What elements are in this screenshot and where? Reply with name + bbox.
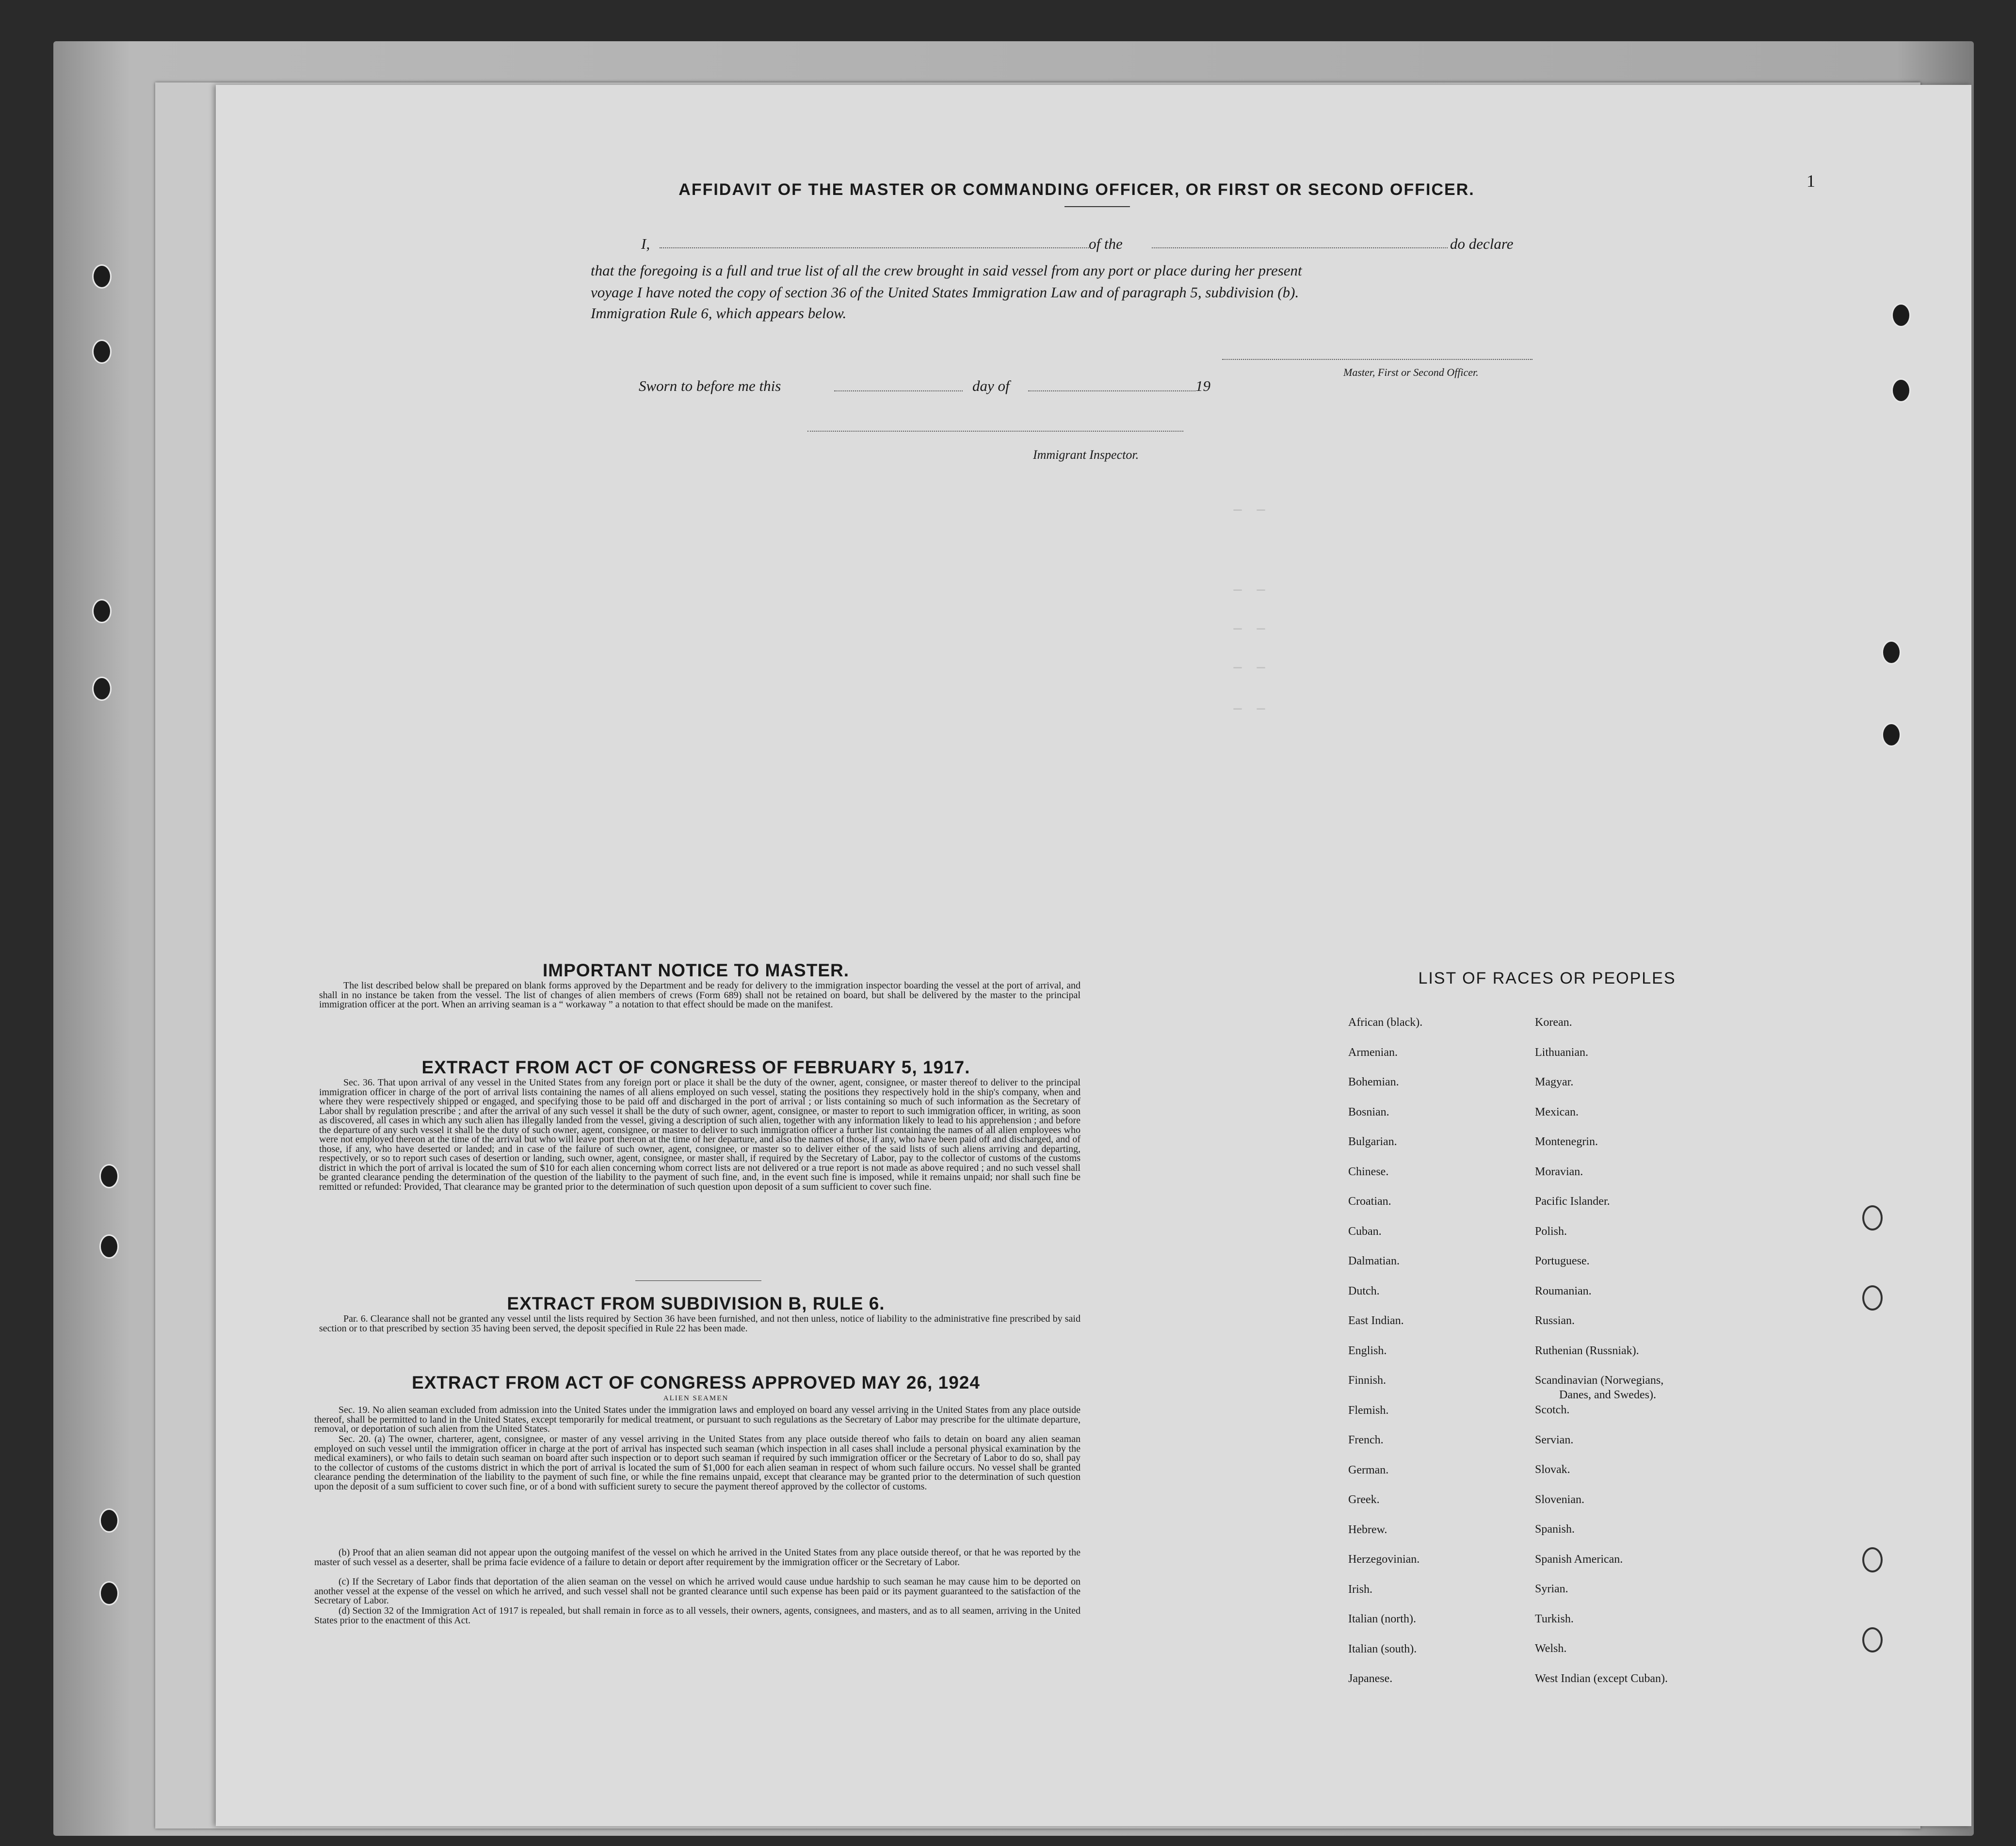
officer-signature-blank[interactable]: [1222, 359, 1532, 360]
race-item: Roumanian.: [1535, 1284, 1592, 1297]
race-item: Syrian.: [1535, 1583, 1568, 1595]
notice-title: IMPORTANT NOTICE TO MASTER.: [542, 960, 849, 980]
day-of-label: day of: [972, 377, 1010, 394]
month-blank[interactable]: [1028, 390, 1195, 391]
race-item: Cuban.: [1348, 1225, 1382, 1238]
race-item: Bohemian.: [1348, 1076, 1399, 1088]
officer-label: Master, First or Second Officer.: [1343, 366, 1479, 378]
race-item: Pacific Islander.: [1535, 1195, 1610, 1208]
binder-hole: [92, 599, 112, 623]
race-item: West Indian (except Cuban).: [1535, 1672, 1668, 1685]
race-item: Japanese.: [1348, 1672, 1393, 1685]
race-item: Chinese.: [1348, 1165, 1389, 1178]
race-item: Dutch.: [1348, 1284, 1380, 1297]
race-item: Slovak.: [1535, 1463, 1570, 1476]
race-item: Flemish.: [1348, 1404, 1389, 1417]
race-item: Welsh.: [1535, 1642, 1567, 1655]
race-item: Dalmatian.: [1348, 1255, 1400, 1267]
race-item: Croatian.: [1348, 1195, 1391, 1208]
race-item: Russian.: [1535, 1314, 1575, 1327]
binder-hole: [99, 1581, 119, 1605]
sec20d-text: (d) Section 32 of the Immigration Act of 1917 is repealed, but shall remain in force as to all vessels, their owners, agents, consignees, and masters, and as to all seamen, arriving in the United States prior to the enactment of this Act.: [314, 1605, 1081, 1626]
race-item: Greek.: [1348, 1493, 1380, 1506]
affidavit-i-label: I,: [641, 235, 650, 252]
race-item: Korean.: [1535, 1016, 1572, 1029]
races-column-2: [1535, 1016, 1668, 1702]
punch-hole: [1891, 303, 1911, 327]
name-blank[interactable]: [660, 247, 1089, 248]
race-item: Spanish.: [1535, 1523, 1575, 1536]
affidavit-line-1: that the foregoing is a full and true list of all the crew brought in said vessel from any port or place during her present: [591, 262, 1302, 279]
race-item: Italian (north).: [1348, 1613, 1416, 1625]
race-item: Servian.: [1535, 1433, 1574, 1446]
title-underline: [1064, 206, 1130, 207]
extract-1924-title: EXTRACT FROM ACT OF CONGRESS APPROVED MAY 26, 1924: [412, 1373, 980, 1393]
race-item: Moravian.: [1535, 1165, 1583, 1178]
race-item: African (black).: [1348, 1016, 1423, 1029]
race-item: Bulgarian.: [1348, 1135, 1397, 1148]
alien-seamen-subtitle: ALIEN SEAMEN: [663, 1394, 729, 1402]
sworn-label: Sworn to before me this: [639, 377, 781, 394]
race-item: Polish.: [1535, 1225, 1567, 1238]
race-item: Scandinavian (Norwegians,: [1535, 1374, 1664, 1387]
race-item: Ruthenian (Russniak).: [1535, 1344, 1639, 1357]
binder-hole: [92, 340, 112, 364]
binder-hole: [99, 1508, 119, 1533]
race-item: Scotch.: [1535, 1404, 1570, 1416]
binder-hole: [99, 1234, 119, 1259]
race-item: Bosnian.: [1348, 1105, 1389, 1118]
race-item: Herzegovinian.: [1348, 1553, 1420, 1566]
race-item: English.: [1348, 1344, 1387, 1357]
race-item: French.: [1348, 1434, 1384, 1446]
sec19-text: Sec. 19. No alien seaman excluded from admission into the United States under the immigration laws and employed on board any vessel arriving in the United States from any place outside thereof, shall be permitted to land in the United States, except temporarily for medical treatment, or pursuant to such regulations as the Secretary of Labor may prescribe for the ultimate departure, removal, or deportation of such alien from the United States.: [314, 1405, 1081, 1434]
race-item: German.: [1348, 1463, 1389, 1476]
rule6-title: EXTRACT FROM SUBDIVISION B, RULE 6.: [507, 1294, 885, 1313]
punch-hole: [1862, 1205, 1883, 1231]
binder-hole: [92, 677, 112, 701]
sec20a-text: Sec. 20. (a) The owner, charterer, agent, consignee, or master of any vessel arriving in the United States from any place outside thereof who fails to detain on board any alien seaman employed on such vessel until the immigration officer in charge at the port of arrival has inspected such seaman (which inspection in all cases shall include a personal physical examination by the medical examiners), or who fails to detain such seaman on board after such inspection or to deport such seaman if required by such immigration officer or the Secretary of Labor to do so, shall pay to the collector of customs of the customs district in which the port of arrival is located the sum of $1,000 for each alien seaman in respect of whom such failure occurs. No vessel shall be granted clearance pending the determination of the liability to the payment of such fine, or while the fine remains unpaid, except that clearance may be granted prior to the determination of such question upon the deposit of a sum sufficient to cover such fine, or of a bond with sufficient surety to secure the payment thereof approved by the collector of customs.: [314, 1434, 1081, 1492]
rule6-text: Par. 6. Clearance shall not be granted any vessel until the lists required by Section 36 have been furnished, and not then unless, notice of liability to the administrative fine prescribed by said section or to that prescribed by section 35 having been served, the deposit specified in Rule 22 has been made.: [319, 1313, 1081, 1334]
race-item: Armenian.: [1348, 1046, 1398, 1059]
races-column-1: [1348, 1016, 1422, 1702]
race-item: East Indian.: [1348, 1314, 1404, 1327]
vessel-blank[interactable]: [1152, 247, 1448, 248]
inspector-signature-blank[interactable]: [807, 431, 1183, 432]
inspector-label: Immigrant Inspector.: [1033, 448, 1139, 462]
race-item: Portuguese.: [1535, 1255, 1590, 1267]
year-label: 19: [1195, 377, 1210, 394]
race-item: Slovenian.: [1535, 1493, 1584, 1506]
sworn-day-blank[interactable]: [834, 390, 963, 391]
notice-text: The list described below shall be prepared on blank forms approved by the Department and be ready for delivery to the immigration inspector boarding the vessel at the port of arrival, and shall in no instance be taken from the vessel. The list of changes of alien members of crews (Form 689) shall not be retained on board, but shall be delivered by the master to the principal immigration officer at the port. When an arriving seaman is a “ workaway ” a notation to that effect should be made on the manifest.: [319, 980, 1081, 1010]
extract-1917-text: Sec. 36. That upon arrival of any vessel in the United States from any foreign port or place it shall be the duty of the owner, agent, consignee, or master thereof to deliver to the principal immigration officer in charge of the port of arrival lists containing the names of all aliens employed on such vessel, stating the positions they respectively hold in the ship's company, when and where they were respectively shipped or engaged, and specifying those to be paid off and discharged in the port of arrival ; or lists containing so much of such information as the Secretary of Labor shall by regulation prescribe ; and after the arrival of any such vessel it shall be the duty of such owner, agent, consignee, or master to report to such immigration officer, in writing, as soon as discovered, all cases in which any such alien has illegally landed from the vessel, giving a description of such alien, together with any information likely to lead to his apprehension ; and before the departure of any such vessel it shall be the duty of such owner, agent, consignee, or master to deliver to such immigration officer a further list containing the names of all alien employees who were not employed thereon at the time of the arrival but who will leave port thereon at the time of her departure, and also the names of those, if any, who have been paid off and discharged, and of those, if any, who have deserted or landed; and in case of the failure of such owner, agent, consignee, or master so to deliver either of the said lists of such aliens arriving and departing, respectively, or so to report such cases of desertion or landing, such owner, agent, consignee, or master shall, if required by the Secretary of Labor, pay to the collector of customs of the customs district in which the port of arrival is located the sum of $10 for each alien concerning whom correct lists are not delivered or a true report is not made as above required ; and no such vessel shall be granted clearance pending the determination of the question of the liability to the payment of such fine, and, in the event such fine is imposed, while it remains unpaid; nor shall such fine be remitted or refunded: Provided, That clearance may be granted prior to the determination of such question upon deposit of a sum sufficient to cover such fine.: [319, 1077, 1081, 1192]
race-item: Irish.: [1348, 1583, 1372, 1596]
affidavit-do-declare: do declare: [1450, 235, 1514, 252]
punch-hole: [1882, 723, 1901, 747]
affidavit-line-3: Immigration Rule 6, which appears below.: [591, 305, 847, 322]
affidavit-title: AFFIDAVIT OF THE MASTER OR COMMANDING OFFICER, OR FIRST OR SECOND OFFICER.: [678, 180, 1475, 199]
race-item: Montenegrin.: [1535, 1135, 1598, 1148]
page-mark: 1: [1806, 171, 1815, 191]
extract-1917-title: EXTRACT FROM ACT OF CONGRESS OF FEBRUARY 5, 1917.: [421, 1057, 970, 1077]
race-item: Magyar.: [1535, 1076, 1574, 1088]
race-item: Mexican.: [1535, 1105, 1579, 1118]
punch-hole: [1891, 378, 1911, 403]
race-item: Lithuanian.: [1535, 1046, 1588, 1059]
affidavit-of-the: of the: [1089, 235, 1123, 252]
race-item: Turkish.: [1535, 1612, 1574, 1625]
punch-hole: [1882, 640, 1901, 664]
binder-hole: [92, 264, 112, 289]
punch-hole: [1862, 1627, 1883, 1652]
binder-hole: [99, 1164, 119, 1188]
race-item: Finnish.: [1348, 1374, 1387, 1387]
sec20c-text: (c) If the Secretary of Labor finds that deportation of the alien seaman on the vessel on which he arrived would cause undue hardship to such seaman he may cause him to be deported on another vessel at the expense of the vessel on which he arrived, and such vessel shall not be granted clearance until such expense has been paid or its payment guaranteed to the satisfaction of the Secretary of Labor.: [314, 1576, 1081, 1606]
section-divider: [635, 1280, 761, 1281]
affidavit-line-2: voyage I have noted the copy of section 36 of the United States Immigration Law and of paragraph 5, subdivision (b).: [591, 284, 1299, 301]
punch-hole: [1862, 1547, 1883, 1572]
punch-hole: [1862, 1285, 1883, 1311]
race-item: Spanish American.: [1535, 1553, 1623, 1566]
race-item: Danes, and Swedes).: [1559, 1389, 1656, 1401]
races-title: LIST OF RACES OR PEOPLES: [1418, 969, 1676, 988]
race-item: Hebrew.: [1348, 1523, 1387, 1536]
sec20b-text: (b) Proof that an alien seaman did not appear upon the outgoing manifest of the vessel on which he arrived in the United States from any place outside thereof, or that he was reported by the master of such vessel as a deserter, shall be prima facie evidence of a failure to detain or deport after requirement by the immigration officer or the Secretary of Labor.: [314, 1547, 1081, 1568]
race-item: Italian (south).: [1348, 1642, 1417, 1655]
